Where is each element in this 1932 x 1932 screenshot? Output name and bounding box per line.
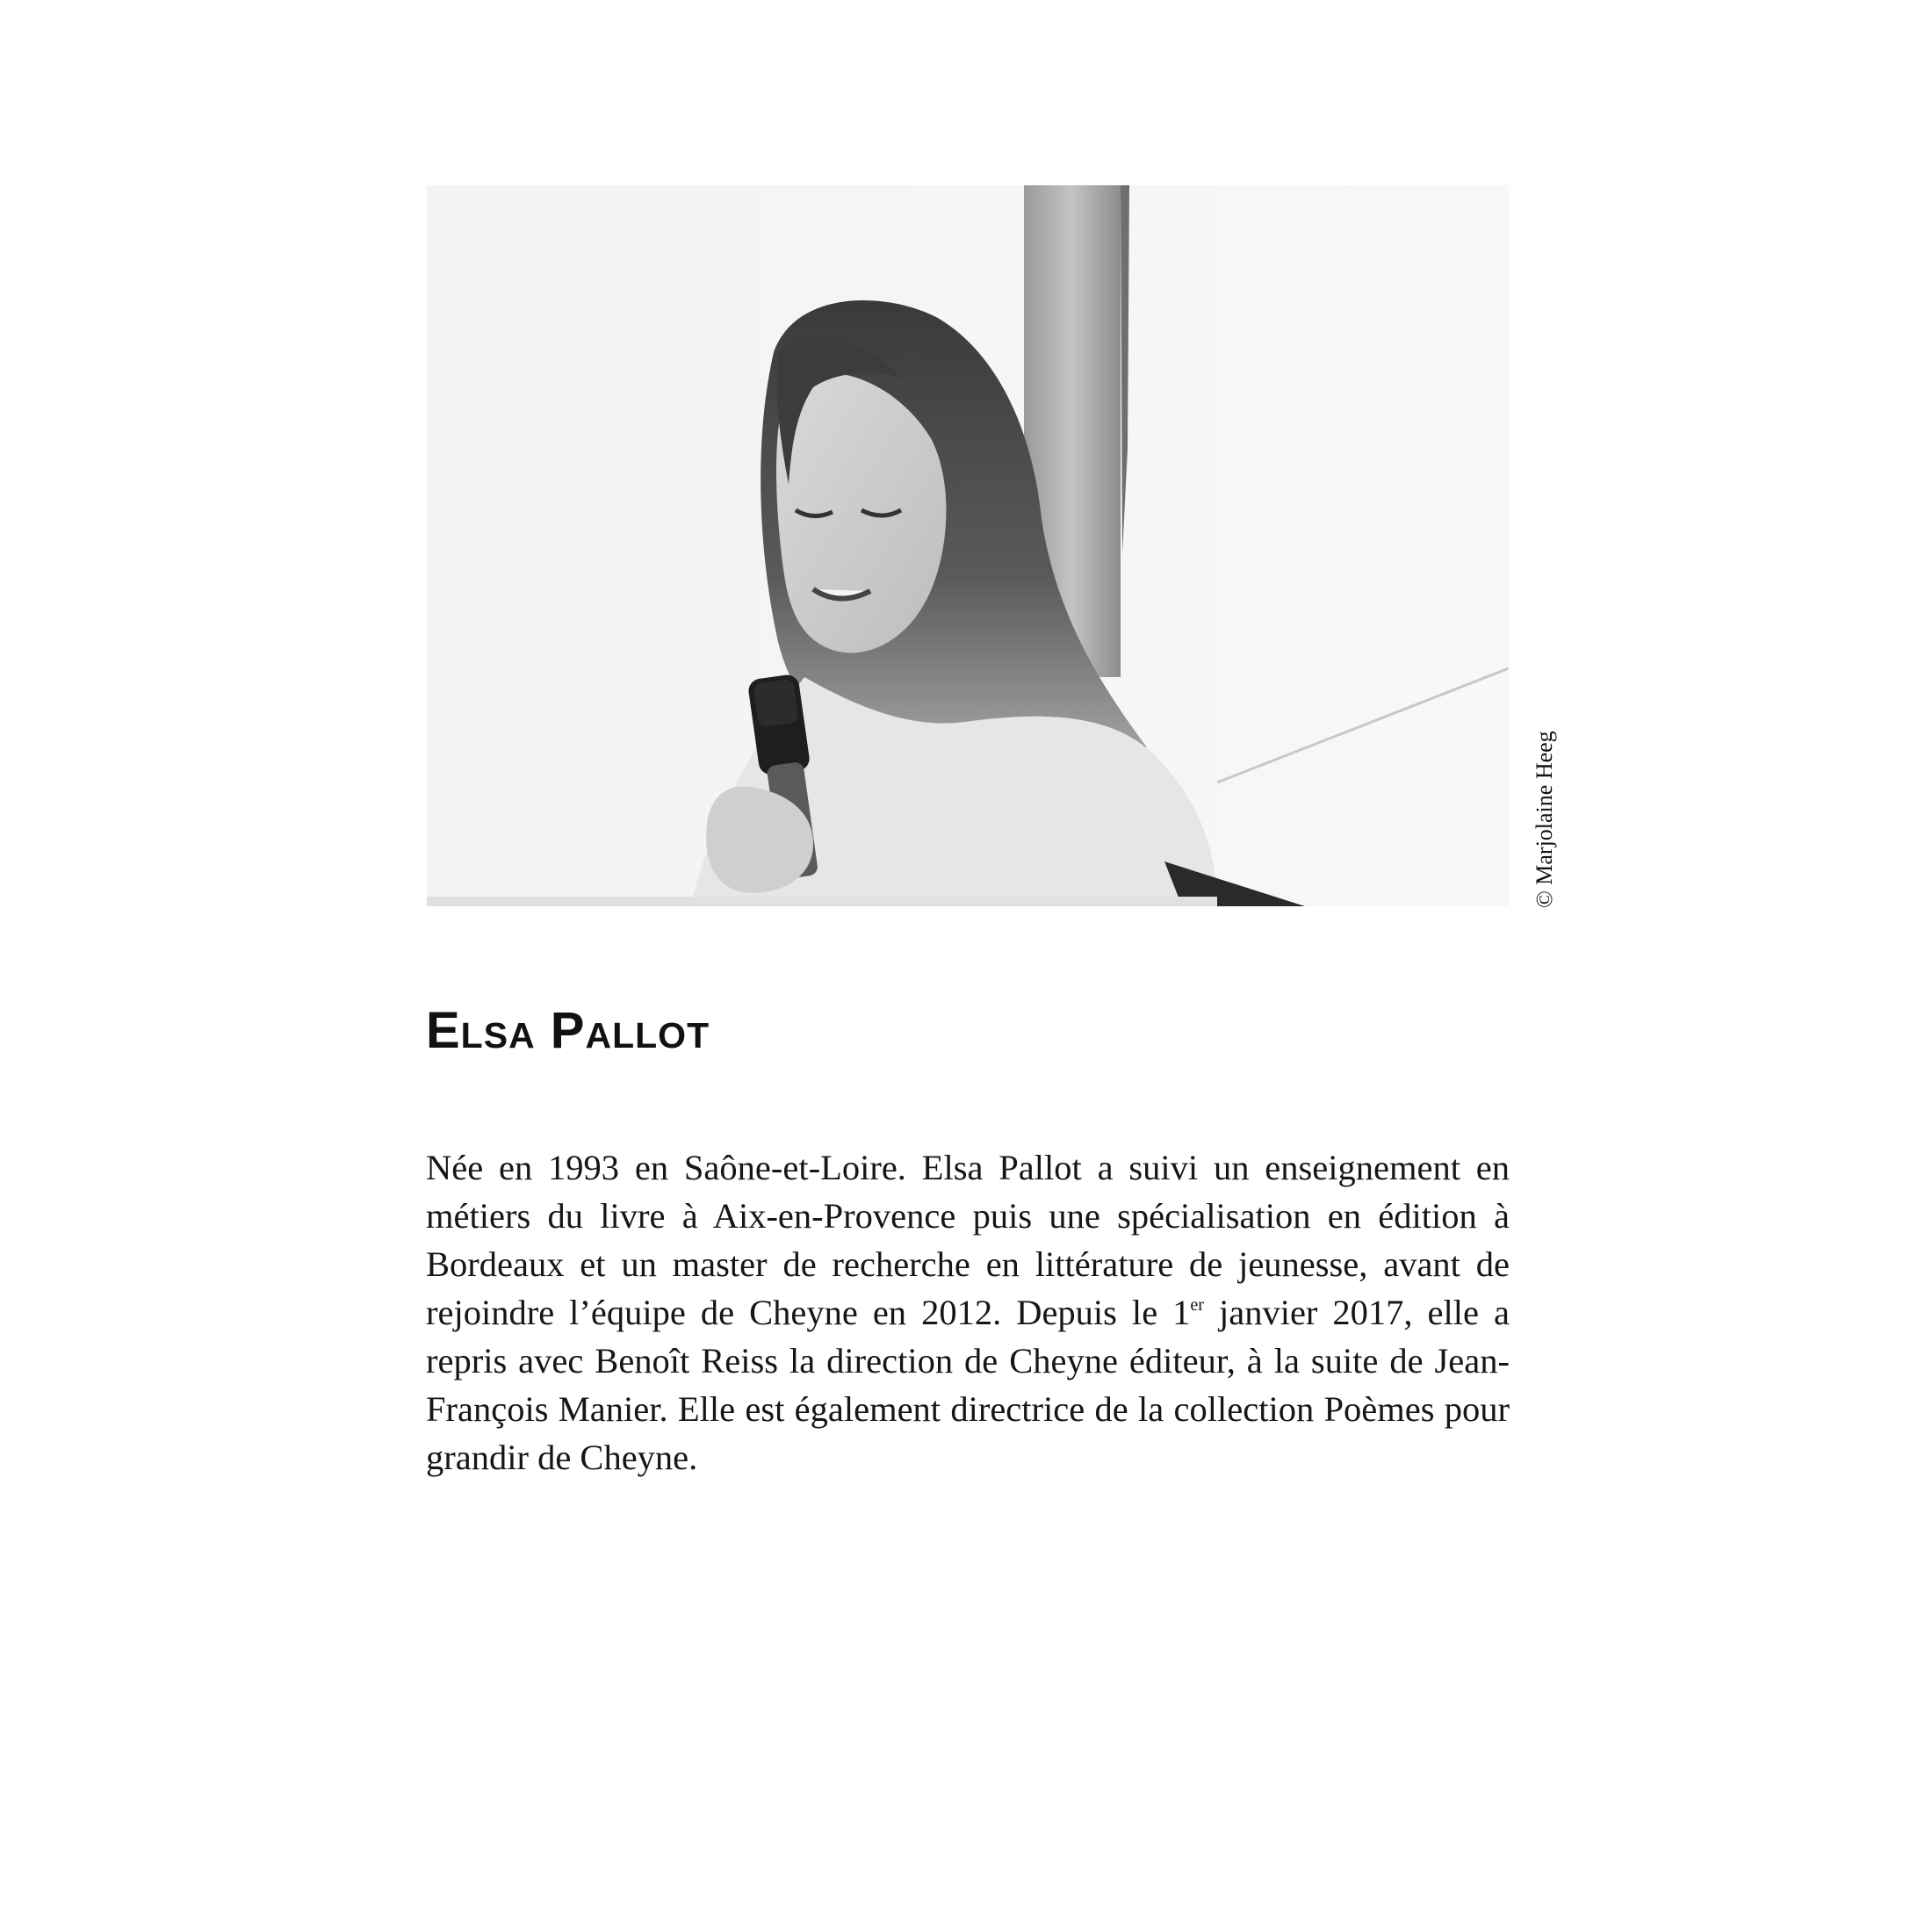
author-name: Elsa Pallot	[426, 1002, 710, 1059]
photo-credit: © Marjolaine Heeg	[1532, 731, 1557, 908]
bio-superscript: er	[1190, 1295, 1204, 1315]
author-bio	[426, 1143, 1510, 1481]
author-photo	[427, 185, 1509, 906]
bio-text-part1: Née en 1993 en Saône-et-Loire. Elsa Pallot a suivi un enseignement en métiers du livre à Aix-en-Provence puis une spécialisation en édition à Bordeaux et un master de recherche en littérature de jeunesse, avant de rejoindre l’équipe de Cheyne en 2012. Depuis le 1	[426, 1148, 1510, 1332]
bio-text-part2: janvier 2017, elle a repris avec Benoît Reiss la direction de Cheyne éditeur, à la suite de Jean-François Manier. Elle est également directrice de la collection Poèmes pour grandir de Cheyne.	[426, 1293, 1510, 1477]
